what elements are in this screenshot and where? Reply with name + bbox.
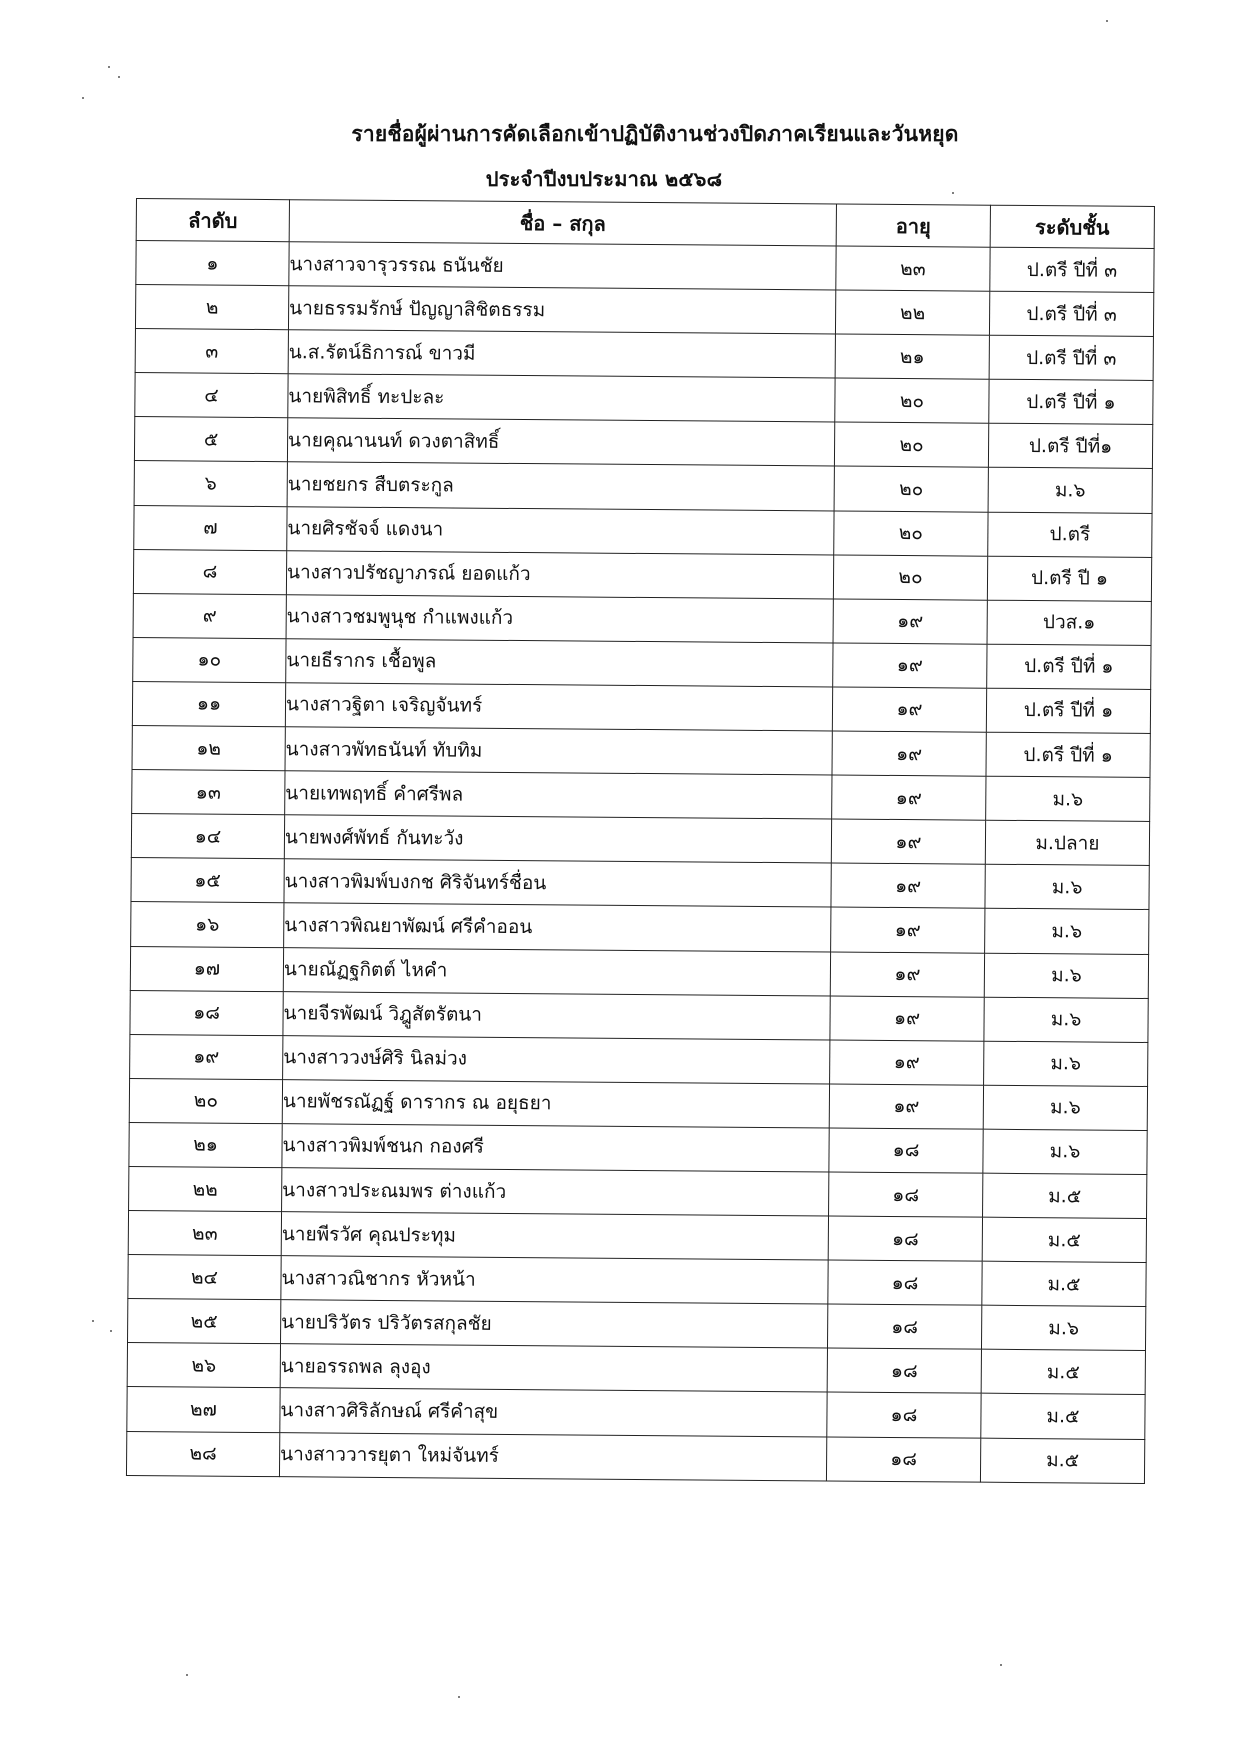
cell-name: นายพิสิทธิ์ ทะปะละ [288, 374, 835, 422]
scan-speck [458, 1696, 460, 1698]
cell-no: ๖ [134, 461, 287, 506]
cell-level: ม.๖ [984, 997, 1148, 1042]
cell-level: ป.ตรี ปีที่ ๓ [989, 291, 1153, 336]
cell-no: ๑๐ [133, 637, 286, 682]
cell-level: ป.ตรี ปีที่ ๑ [986, 688, 1150, 733]
candidate-table [126, 198, 1155, 1484]
table-row [126, 1431, 1144, 1483]
table-row [133, 593, 1151, 645]
cell-level: ม.ปลาย [985, 820, 1149, 865]
table-row [131, 902, 1149, 954]
cell-level: ป.ตรี ปีที่ ๑ [989, 379, 1153, 424]
table-row [132, 681, 1150, 733]
table-row [134, 417, 1152, 469]
table-row [130, 1034, 1148, 1086]
cell-age: ๑๙ [830, 951, 984, 996]
cell-name: นางสาวพิณยาพัฒน์ ศรีคำออน [284, 903, 831, 951]
cell-no: ๑๘ [130, 990, 283, 1035]
cell-name: นายจีรพัฒน์ วิฎูสัตรัตนา [283, 991, 830, 1039]
cell-age: ๑๘ [827, 1304, 981, 1349]
cell-no: ๒๑ [129, 1122, 282, 1167]
cell-name: นายเทพฤทธิ์ คำศรีพล [285, 771, 832, 819]
cell-no: ๑๑ [132, 681, 285, 726]
cell-name: นายปริวัตร ปริวัตรสกุลชัย [281, 1300, 828, 1348]
table-row [127, 1343, 1145, 1395]
table-row [132, 770, 1150, 822]
document-title: รายชื่อผู้ผ่านการคัดเลือกเข้าปฏิบัติงานช่วงปิดภาคเรียนและวันหยุด [351, 122, 959, 146]
cell-level: ม.๕ [982, 1217, 1146, 1262]
cell-age: ๑๙ [830, 996, 984, 1041]
cell-name: น.ส.รัตน์ธิการณ์ ขาวมี [288, 330, 835, 378]
cell-age: ๑๘ [829, 1128, 983, 1173]
cell-name: นางสาวประณมพร ต่างแก้ว [282, 1168, 829, 1216]
header-age: อายุ [836, 204, 990, 247]
cell-no: ๓ [135, 329, 288, 374]
cell-level: ม.๖ [988, 468, 1152, 513]
cell-no: ๑๗ [130, 946, 283, 991]
cell-age: ๑๙ [833, 599, 987, 644]
cell-name: นายพีรวัศ คุณประทุม [281, 1212, 828, 1260]
scan-speck [118, 76, 120, 78]
table-row [134, 461, 1152, 513]
cell-no: ๒๖ [127, 1343, 280, 1388]
cell-no: ๑๕ [131, 858, 284, 903]
table-row [127, 1387, 1145, 1439]
cell-level: ม.๕ [981, 1394, 1145, 1439]
cell-name: นางสาวจารุวรรณ ธนันชัย [289, 242, 836, 290]
table-row [135, 329, 1153, 381]
cell-level: ม.๖ [986, 776, 1150, 821]
table-row [128, 1255, 1146, 1307]
table-row [135, 373, 1153, 425]
table-row [132, 726, 1150, 778]
cell-name: นางสาวศิริลักษณ์ ศรีคำสุข [280, 1388, 827, 1436]
cell-age: ๒๐ [835, 378, 989, 423]
cell-level: ป.ตรี ปี ๑ [987, 556, 1151, 601]
cell-age: ๑๙ [831, 907, 985, 952]
cell-name: นายพัชรณัฏฐ์ ดารากร ณ อยุธยา [282, 1079, 829, 1127]
cell-name: นางสาววงษ์ศิริ นิลม่วง [283, 1035, 830, 1083]
table-row [129, 1078, 1147, 1130]
header-name: ชื่อ – สกุล [289, 200, 836, 246]
cell-no: ๒๐ [129, 1078, 282, 1123]
cell-age: ๒๐ [834, 511, 988, 556]
cell-name: นางสาวชมพูนุช กำแพงแก้ว [286, 594, 833, 642]
table-row [135, 285, 1153, 337]
cell-name: นางสาวพัทธนันท์ ทับทิม [285, 727, 832, 775]
cell-level: ม.๖ [985, 865, 1149, 910]
cell-level: ป.ตรี ปีที่ ๓ [989, 335, 1153, 380]
scan-speck [1106, 20, 1108, 22]
scan-speck [1000, 1664, 1002, 1666]
header-level: ระดับชั้น [990, 205, 1154, 248]
cell-no: ๒๘ [126, 1431, 279, 1476]
cell-age: ๑๙ [832, 731, 986, 776]
cell-no: ๑๔ [131, 814, 284, 859]
cell-no: ๑ [136, 241, 289, 286]
scan-speck [186, 1674, 188, 1676]
cell-name: นางสาวปรัชญาภรณ์ ยอดแก้ว [286, 550, 833, 598]
cell-name: นางสาวฐิตา เจริญจันทร์ [285, 683, 832, 731]
table-body [126, 241, 1154, 1484]
cell-level: ม.๖ [983, 1085, 1147, 1130]
cell-no: ๒๒ [129, 1166, 282, 1211]
cell-no: ๒๔ [128, 1255, 281, 1300]
cell-age: ๑๘ [827, 1392, 981, 1437]
cell-no: ๒ [135, 285, 288, 330]
cell-name: นางสาววารยุตา ใหม่จันทร์ [279, 1432, 826, 1480]
scan-speck [92, 1320, 94, 1322]
cell-no: ๒๕ [128, 1299, 281, 1344]
cell-no: ๒๓ [128, 1211, 281, 1256]
cell-age: ๒๓ [836, 246, 990, 291]
cell-no: ๑๖ [131, 902, 284, 947]
cell-name: นายอรรถพล ลุงอุง [280, 1344, 827, 1392]
cell-name: นายศิรชัจจ์ แดงนา [287, 506, 834, 554]
scan-speck [110, 1330, 112, 1332]
cell-age: ๑๙ [832, 775, 986, 820]
cell-name: นางสาวพิมพ์ชนก กองศรี [282, 1124, 829, 1172]
cell-no: ๑๓ [132, 770, 285, 815]
scan-speck [108, 66, 110, 68]
cell-level: ม.๕ [980, 1438, 1144, 1483]
table-row [128, 1211, 1146, 1263]
cell-age: ๑๘ [828, 1216, 982, 1261]
cell-level: ม.๖ [985, 909, 1149, 954]
cell-level: ป.ตรี ปีที่ ๑ [987, 644, 1151, 689]
cell-no: ๙ [133, 593, 286, 638]
cell-name: นางสาวณิชากร หัวหน้า [281, 1256, 828, 1304]
cell-level: ม.๖ [981, 1305, 1145, 1350]
cell-age: ๑๙ [831, 819, 985, 864]
cell-level: ป.ตรี ปีที่ ๑ [986, 732, 1150, 777]
cell-name: นางสาวพิมพ์บงกช ศิริจันทร์ชื่อน [284, 859, 831, 907]
table-row [128, 1299, 1146, 1351]
cell-age: ๒๐ [834, 466, 988, 511]
cell-age: ๑๘ [829, 1172, 983, 1217]
cell-age: ๒๐ [834, 422, 988, 467]
cell-level: ปวส.๑ [987, 600, 1151, 645]
cell-age: ๑๙ [833, 643, 987, 688]
scan-speck [82, 97, 84, 99]
table-row [133, 637, 1151, 689]
cell-name: นายชยกร สืบตระกูล [287, 462, 834, 510]
cell-level: ม.๖ [983, 1129, 1147, 1174]
cell-name: นายพงศ์พัทธ์ กันทะวัง [284, 815, 831, 863]
cell-no: ๔ [135, 373, 288, 418]
cell-name: นายธรรมรักษ์ ปัญญาสิชิตธรรม [288, 286, 835, 334]
cell-level: ม.๕ [983, 1173, 1147, 1218]
table-row [129, 1122, 1147, 1174]
cell-level: ม.๕ [982, 1261, 1146, 1306]
table-row [131, 858, 1149, 910]
document-subtitle: ประจำปีงบประมาณ ๒๕๖๘ [485, 167, 723, 191]
cell-name: นายธีรากร เชื้อพูล [286, 639, 833, 687]
table-row [131, 814, 1149, 866]
cell-no: ๒๗ [127, 1387, 280, 1432]
cell-level: ป.ตรี ปีที่๑ [988, 424, 1152, 469]
cell-level: ม.๖ [984, 1041, 1148, 1086]
cell-no: ๑๒ [132, 726, 285, 771]
cell-no: ๗ [134, 505, 287, 550]
cell-age: ๑๘ [828, 1260, 982, 1305]
table-row [136, 241, 1154, 293]
scan-speck [952, 192, 954, 194]
cell-age: ๑๙ [832, 687, 986, 732]
cell-age: ๒๑ [835, 334, 989, 379]
cell-age: ๒๒ [835, 290, 989, 335]
cell-no: ๕ [134, 417, 287, 462]
table-row [129, 1166, 1147, 1218]
cell-age: ๑๙ [829, 1084, 983, 1129]
cell-level: ป.ตรี [988, 512, 1152, 557]
cell-age: ๑๘ [826, 1436, 980, 1481]
cell-no: ๑๙ [130, 1034, 283, 1079]
cell-no: ๘ [133, 549, 286, 594]
cell-level: ม.๖ [984, 953, 1148, 998]
cell-age: ๑๘ [827, 1348, 981, 1393]
header-no: ลำดับ [136, 199, 289, 242]
cell-level: ป.ตรี ปีที่ ๓ [990, 247, 1154, 292]
cell-age: ๑๙ [831, 863, 985, 908]
cell-name: นายณัฏฐกิตต์ ไหคำ [283, 947, 830, 995]
table-row [130, 990, 1148, 1042]
cell-level: ม.๕ [981, 1350, 1145, 1395]
table-row [134, 505, 1152, 557]
cell-age: ๑๙ [830, 1040, 984, 1085]
cell-age: ๒๐ [833, 555, 987, 600]
table-row [133, 549, 1151, 601]
cell-name: นายคุณานนท์ ดวงตาสิทธิ์ [287, 418, 834, 466]
table-row [130, 946, 1148, 998]
